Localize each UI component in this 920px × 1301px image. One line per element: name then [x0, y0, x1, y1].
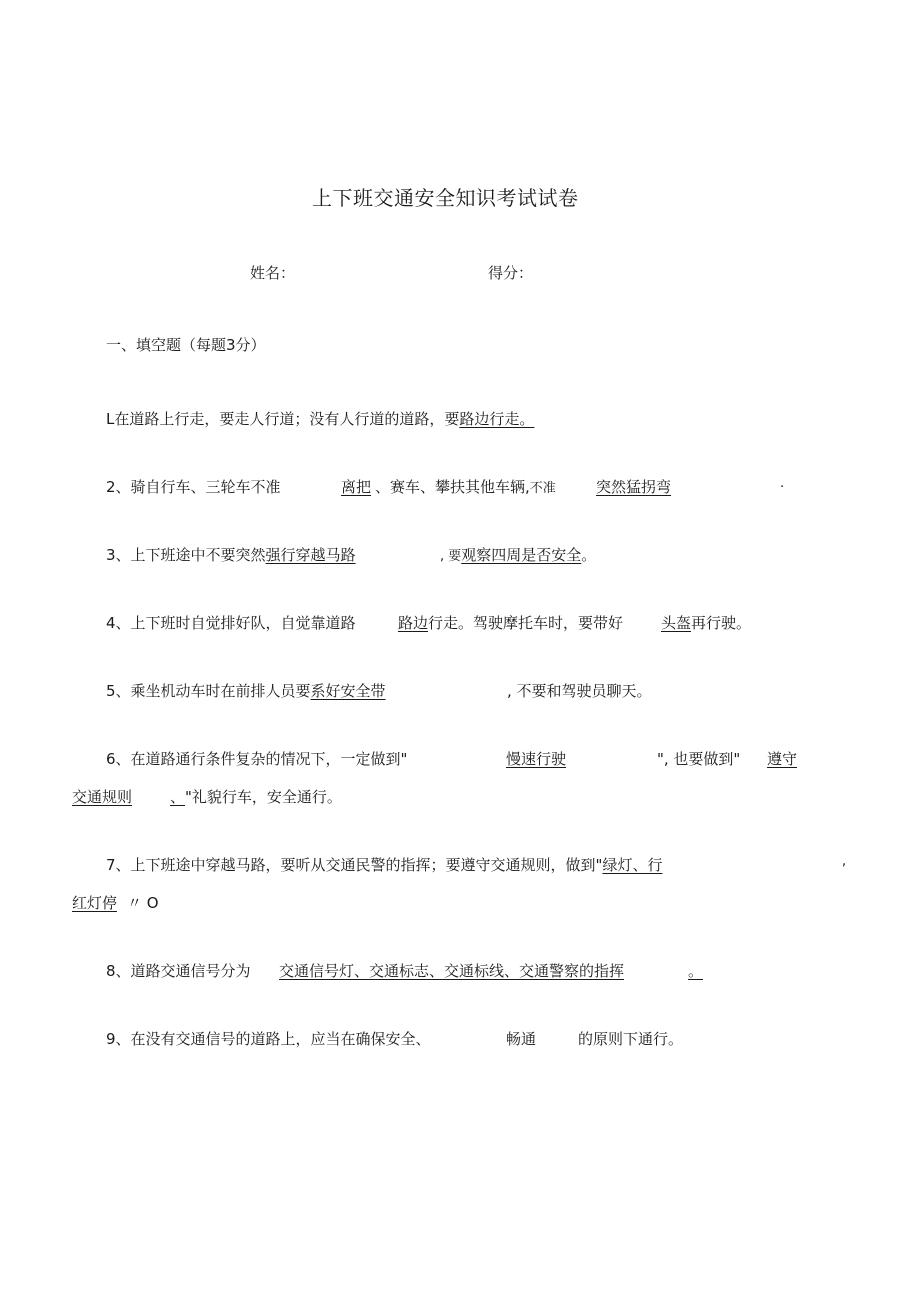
- answer-1: 路边行走。: [459, 410, 535, 428]
- score-label: 得分：: [488, 264, 534, 282]
- question-7-comma: ,: [842, 854, 847, 869]
- question-4-text: 4、上下班时自觉排好队，自觉靠道路: [106, 614, 356, 632]
- question-4-part-b: 行走。驾驶摩托车时，要带好: [428, 614, 624, 632]
- answer-6a: 慢速行驶: [506, 750, 567, 768]
- answer-3a: 强行穿越马路: [265, 546, 356, 564]
- question-3-rest: [440, 544, 596, 565]
- answer-8-text: 交通信号灯、交通标志、交通标线、交通警察的指挥: [279, 962, 625, 980]
- question-8-text: 8、道路交通信号分为: [106, 962, 251, 980]
- question-6-end: "礼貌行车，安全通行。: [185, 788, 342, 806]
- question-7-end: 〃 O: [127, 894, 159, 912]
- question-6-text: 6、在道路通行条件复杂的情况下，一定做到": [106, 750, 408, 768]
- section-heading: 一、填空题（每题3分）: [106, 336, 266, 354]
- question-4-mid: [398, 612, 623, 633]
- question-6-line2: [72, 786, 342, 807]
- question-2-text: 2、骑自行车、三轮车不准: [106, 478, 281, 496]
- question-3-part-b: , 要: [440, 549, 462, 564]
- answer-8: [279, 960, 703, 981]
- question-5-text: [106, 680, 386, 701]
- answer-7a: 绿灯、行: [602, 856, 663, 874]
- answer-2b: 突然猛拐弯: [596, 478, 672, 496]
- question-2-part-b: 、赛车、攀扶其他车辆,: [375, 478, 530, 496]
- question-7-text: [106, 854, 662, 875]
- question-9-end: 的原则下通行。: [578, 1030, 684, 1048]
- question-7-line2: [72, 892, 159, 913]
- question-2-mid: [375, 476, 556, 497]
- question-1: [106, 408, 534, 429]
- question-4-part-c: 再行驶。: [691, 614, 752, 632]
- question-4-end: [661, 612, 751, 633]
- question-8-end: 。: [688, 962, 704, 980]
- answer-3b: 观察四周是否安全: [461, 546, 582, 564]
- answer-2a: 离把: [341, 478, 372, 496]
- answer-9: 畅通: [506, 1030, 537, 1048]
- question-5-part-a: 5、乘坐机动车时在前排人员要: [106, 682, 311, 700]
- answer-4b: 头盔: [661, 614, 692, 632]
- question-3-end: 。: [581, 546, 597, 564]
- page-title: 上下班交通安全知识考试试卷: [312, 186, 579, 210]
- question-2-part-c: 不准: [529, 481, 556, 496]
- question-9-text: 9、在没有交通信号的道路上，应当在确保安全、: [106, 1030, 431, 1048]
- answer-4a: 路边: [398, 614, 429, 632]
- question-3-part-a: 3、上下班途中不要突然: [106, 546, 266, 564]
- answer-6-separator: 、: [170, 788, 186, 806]
- name-label: 姓名：: [250, 264, 296, 282]
- question-1-text: L在道路上行走，要走人行道；没有人行道的道路，要: [106, 410, 460, 428]
- answer-7b: 红灯停: [72, 894, 118, 912]
- question-5-rest: , 不要和驾驶员聊天。: [507, 682, 652, 700]
- answer-6b-end: 交通规则: [72, 788, 133, 806]
- answer-6b-start: 遵守: [767, 750, 798, 768]
- question-7-part-a: 7、上下班途中穿越马路，要听从交通民警的指挥；要遵守交通规则，做到": [106, 856, 603, 874]
- answer-5: 系好安全带: [310, 682, 386, 700]
- question-2-end: .: [780, 476, 785, 491]
- question-6-mid: ", 也要做到": [657, 750, 741, 768]
- question-3-text: [106, 544, 356, 565]
